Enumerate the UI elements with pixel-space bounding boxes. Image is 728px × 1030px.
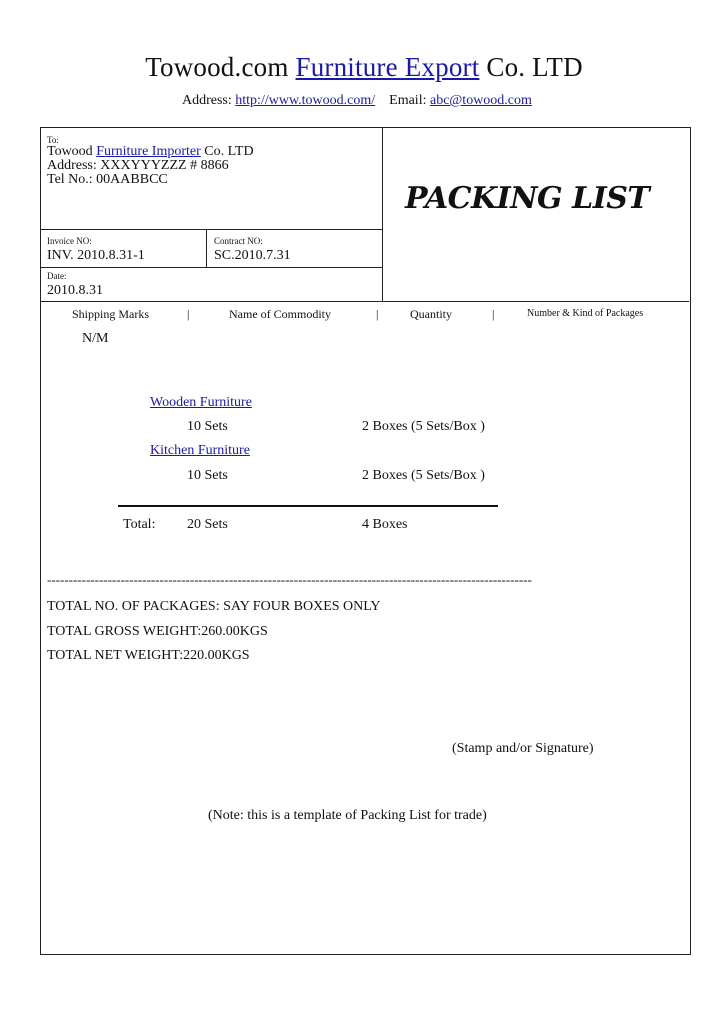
col-quantity: Quantity [410,307,452,321]
total-qty: 20 Sets [187,517,228,532]
total-label: Total: [123,517,156,532]
contract-value: SC.2010.7.31 [214,248,291,263]
refs-box-bottom [41,267,382,268]
shipping-marks-value: N/M [82,331,109,346]
invoice-label: Invoice NO: [47,236,92,246]
col-separator-1: | [187,307,190,321]
item-name[interactable]: Wooden Furniture [150,395,252,410]
furniture-export-link[interactable]: Furniture Export [295,52,480,82]
company-name-post: Co. LTD [479,52,583,82]
stamp-signature: (Stamp and/or Signature) [452,741,594,756]
summary-packages: TOTAL NO. OF PACKAGES: SAY FOUR BOXES ONLY [47,599,381,614]
contract-label: Contract NO: [214,236,263,246]
to-label: To: [47,135,59,145]
furniture-importer-link[interactable]: Furniture Importer [96,144,201,159]
col-commodity: Name of Commodity [229,307,331,321]
date-label: Date: [47,271,67,281]
consignee-name-pre: Towood [47,144,97,159]
item-qty: 10 Sets [187,419,228,434]
invoice-value: INV. 2010.8.31-1 [47,248,145,263]
website-link[interactable]: http://www.towood.com/ [235,93,376,108]
dashed-separator: ---------------------------------------------------------------------------------------------------------------- [47,572,532,587]
consignee-tel: Tel No.: 00AABBCC [47,172,168,187]
summary-net-weight: TOTAL NET WEIGHT:220.00KGS [47,648,250,663]
item-qty: 10 Sets [187,468,228,483]
header-section-bottom [41,301,689,302]
total-rule [118,505,498,507]
email-link[interactable]: abc@towood.com [429,93,532,108]
date-value: 2010.8.31 [47,283,103,298]
col-separator-3: | [492,307,495,321]
total-packages: 4 Boxes [362,517,408,532]
consignee-address: Address: XXXYYYZZZ # 8866 [47,158,229,173]
template-note: (Note: this is a template of Packing List for trade) [208,808,487,823]
item-packages: 2 Boxes (5 Sets/Box ) [362,419,485,434]
item-name[interactable]: Kitchen Furniture [150,443,250,458]
company-title [0,52,728,83]
address-label: Address: [182,93,236,108]
contact-line [182,93,532,109]
col-shipping-marks: Shipping Marks [72,307,150,321]
col-separator-2: | [376,307,379,321]
email-label: Email: [389,93,430,108]
item-packages: 2 Boxes (5 Sets/Box ) [362,468,485,483]
consignee-name-post: Co. LTD [200,144,254,159]
col-packages: Number & Kind of Packages [527,308,644,319]
invoice-contract-divider [206,229,207,267]
document-title: PACKING LIST [405,181,650,216]
title-box-divider [382,127,383,301]
to-box-bottom [41,229,382,230]
consignee-name [47,145,254,159]
summary-gross-weight: TOTAL GROSS WEIGHT:260.00KGS [47,624,268,639]
company-name-pre: Towood.com [145,52,296,82]
